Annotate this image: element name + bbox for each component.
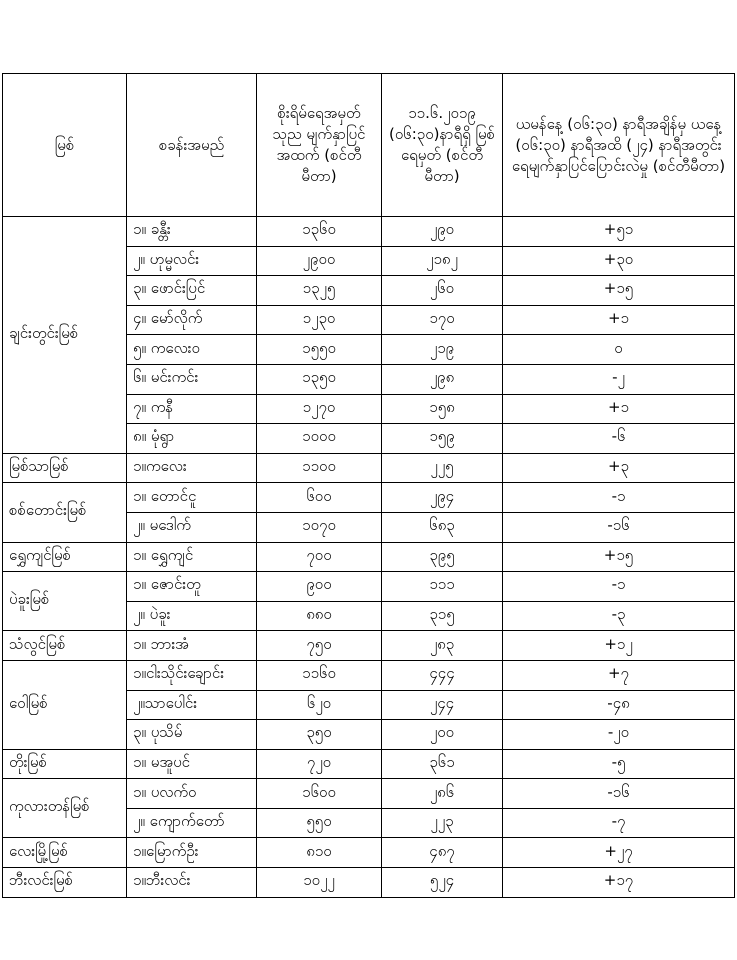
station-name: ၁။ ခန္တီး: [127, 217, 257, 247]
header-24h-change: ယမန်နေ့ (၀၆:၃၀) နာရီအချိန်မှ ယနေ့ (၀၆:၃၀) နာရီအထိ (၂၄) နာရီအတွင်း ရေမျက်နှာပြင်ပြောင်းလဲမှု (စင်တီမီတာ): [503, 74, 735, 217]
current-level-cell: ၁၁၁: [382, 572, 503, 602]
change-cell: -၂: [503, 364, 735, 394]
current-level-cell: ၃၁၅: [382, 601, 503, 631]
change-cell: -၃: [503, 601, 735, 631]
change-cell: +၁: [503, 394, 735, 424]
danger-level-cell: ၂၉၀၀: [257, 246, 382, 276]
station-name: ၁။ ဘားအံ: [127, 631, 257, 661]
table-body: [3, 217, 735, 898]
table-row: [3, 838, 735, 868]
river-name: မြစ်သာမြစ်: [3, 453, 127, 483]
change-cell: +၅၁: [503, 217, 735, 247]
station-name: ၂။ ပဲခူး: [127, 601, 257, 631]
station-name: ၂။ ဟုမ္မလင်း: [127, 246, 257, 276]
station-name: ၃။ ပုသိမ်: [127, 720, 257, 750]
header-danger-level: စိုးရိမ်ရေအမှတ် သုည မျက်နှာပြင် အထက် (စင်တီမီတာ): [257, 74, 382, 217]
river-name: ဝေါမြစ်: [3, 660, 127, 749]
current-level-cell: ၃၉၅: [382, 542, 503, 572]
table-row: [3, 779, 735, 809]
danger-level-cell: ၁၂၃၀: [257, 305, 382, 335]
station-name: ၁။ မအူပင်: [127, 749, 257, 779]
station-name: ၁။ကလေး: [127, 453, 257, 483]
current-level-cell: ၂၂၅: [382, 453, 503, 483]
table-row: [3, 217, 735, 247]
change-cell: +၁: [503, 305, 735, 335]
river-name: သံလွင်မြစ်: [3, 631, 127, 661]
change-cell: -၂၀: [503, 720, 735, 750]
station-name: ၄။ မော်လိုက်: [127, 305, 257, 335]
change-cell: -၁၆: [503, 512, 735, 542]
river-name: ကုလားတန်မြစ်: [3, 779, 127, 838]
danger-level-cell: ၁၅၅၀: [257, 335, 382, 365]
station-name: ၁။ ဇောင်းတူ: [127, 572, 257, 602]
change-cell: +၃၀: [503, 246, 735, 276]
danger-level-cell: ၁၁၆၀: [257, 660, 382, 690]
danger-level-cell: ၁၃၆၀: [257, 217, 382, 247]
change-cell: ၀: [503, 335, 735, 365]
danger-level-cell: ၁၆၀၀: [257, 779, 382, 809]
station-name: ၂။သာပေါင်း: [127, 690, 257, 720]
change-cell: +၁၅: [503, 542, 735, 572]
danger-level-cell: ၈၈၀: [257, 601, 382, 631]
current-level-cell: ၂၆၀: [382, 276, 503, 306]
change-cell: +၇: [503, 660, 735, 690]
current-level-cell: ၁၇၀: [382, 305, 503, 335]
danger-level-cell: ၁၂၇၀: [257, 394, 382, 424]
river-name: စစ်တောင်းမြစ်: [3, 483, 127, 542]
station-name: ၁။ဘီးလင်း: [127, 868, 257, 898]
danger-level-cell: ၈၁၀: [257, 838, 382, 868]
header-current-level: ၁၁.၆.၂၀၁၉ (၀၆:၃၀)နာရီရှိ မြစ်ရေမှတ် (စင်တီမီတာ): [382, 74, 503, 217]
header-station: စခန်းအမည်: [127, 74, 257, 217]
current-level-cell: ၂၈၆: [382, 779, 503, 809]
danger-level-cell: ၁၀၂၂: [257, 868, 382, 898]
danger-level-cell: ၆၀၀: [257, 483, 382, 513]
danger-level-cell: ၁၀၇၀: [257, 512, 382, 542]
header-row: [3, 74, 735, 217]
danger-level-cell: ၁၀၀၀: [257, 424, 382, 454]
change-cell: +၁၂: [503, 631, 735, 661]
change-cell: -၁: [503, 483, 735, 513]
station-name: ၅။ ကလေးဝ: [127, 335, 257, 365]
river-name: ချင်းတွင်းမြစ်: [3, 217, 127, 454]
danger-level-cell: ၇၀၀: [257, 542, 382, 572]
station-name: ၁။မြောက်ဦး: [127, 838, 257, 868]
current-level-cell: ၁၅၉: [382, 424, 503, 454]
change-cell: -၇: [503, 808, 735, 838]
station-name: ၂။ ကျောက်တော်: [127, 808, 257, 838]
current-level-cell: ၄၄၄: [382, 660, 503, 690]
current-level-cell: ၂၁၈၂: [382, 246, 503, 276]
table-row: [3, 660, 735, 690]
current-level-cell: ၂၉၀: [382, 217, 503, 247]
river-name: လေးမြို့မြစ်: [3, 838, 127, 868]
current-level-cell: ၃၆၁: [382, 749, 503, 779]
station-name: ၂။ မဒေါက်: [127, 512, 257, 542]
danger-level-cell: ၁၁၀၀: [257, 453, 382, 483]
table-row: [3, 483, 735, 513]
station-name: ၁။ငါးသိုင်းချောင်း: [127, 660, 257, 690]
river-name: ပဲခူးမြစ်: [3, 572, 127, 631]
current-level-cell: ၂၄၄: [382, 690, 503, 720]
change-cell: -၄၈: [503, 690, 735, 720]
table-row: [3, 749, 735, 779]
change-cell: -၁၆: [503, 779, 735, 809]
danger-level-cell: ၇၅၀: [257, 631, 382, 661]
table-row: [3, 572, 735, 602]
station-name: ၇။ ကနီ: [127, 394, 257, 424]
river-name: ရွှေကျင်မြစ်: [3, 542, 127, 572]
station-name: ၈။ မုံရွာ: [127, 424, 257, 454]
station-name: ၃။ ဖောင်းပြင်: [127, 276, 257, 306]
danger-level-cell: ၁၃၂၅: [257, 276, 382, 306]
change-cell: +၃: [503, 453, 735, 483]
current-level-cell: ၆၈၃: [382, 512, 503, 542]
danger-level-cell: ၃၅၀: [257, 720, 382, 750]
change-cell: -၆: [503, 424, 735, 454]
change-cell: +၂၇: [503, 838, 735, 868]
change-cell: -၁: [503, 572, 735, 602]
current-level-cell: ၁၅၈: [382, 394, 503, 424]
station-name: ၁။ ပလက်ဝ: [127, 779, 257, 809]
table-row: [3, 868, 735, 898]
danger-level-cell: ၅၅၀: [257, 808, 382, 838]
change-cell: +၁၇: [503, 868, 735, 898]
danger-level-cell: ၆၂၀: [257, 690, 382, 720]
current-level-cell: ၂၈၃: [382, 631, 503, 661]
header-river: မြစ်: [3, 74, 127, 217]
change-cell: +၁၅: [503, 276, 735, 306]
current-level-cell: ၂၉၈: [382, 364, 503, 394]
danger-level-cell: ၉၀၀: [257, 572, 382, 602]
danger-level-cell: ၁၃၅၀: [257, 364, 382, 394]
river-level-table: [2, 73, 735, 898]
station-name: ၆။ မင်းကင်း: [127, 364, 257, 394]
change-cell: -၅: [503, 749, 735, 779]
table-row: [3, 631, 735, 661]
current-level-cell: ၂၁၉: [382, 335, 503, 365]
current-level-cell: ၂၀၀: [382, 720, 503, 750]
current-level-cell: ၂၂၃: [382, 808, 503, 838]
river-name: တိုးမြစ်: [3, 749, 127, 779]
river-name: ဘီးလင်းမြစ်: [3, 868, 127, 898]
station-name: ၁။ ရွှေကျင်: [127, 542, 257, 572]
danger-level-cell: ၇၂၀: [257, 749, 382, 779]
table-row: [3, 542, 735, 572]
current-level-cell: ၄၈၇: [382, 838, 503, 868]
current-level-cell: ၅၂၄: [382, 868, 503, 898]
current-level-cell: ၂၉၄: [382, 483, 503, 513]
table-row: [3, 453, 735, 483]
station-name: ၁။ တောင်ငူ: [127, 483, 257, 513]
